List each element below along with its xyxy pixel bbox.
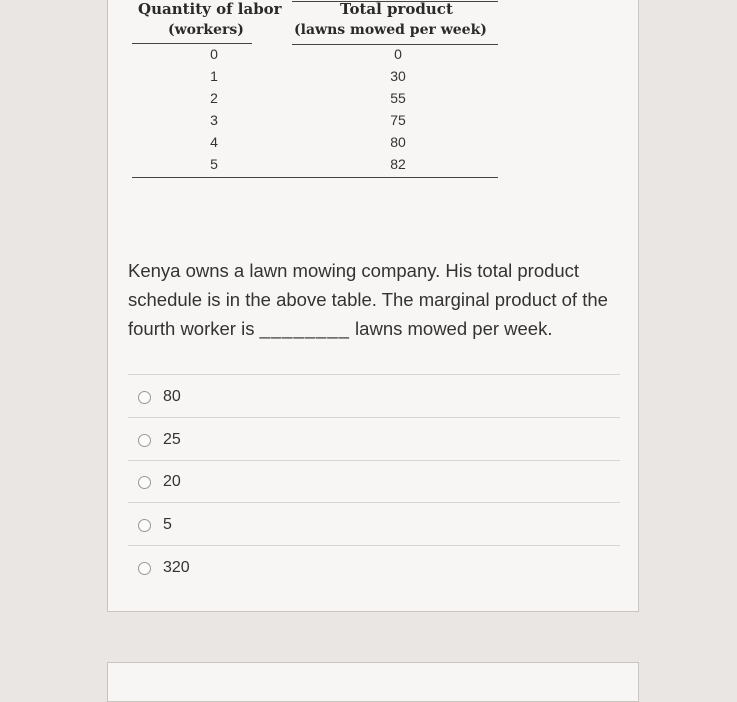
answer-option-20[interactable] — [138, 470, 181, 494]
labor-cell: 0 — [210, 46, 218, 62]
radio-button[interactable] — [138, 519, 151, 532]
divider — [128, 502, 620, 503]
col2-header-line1: Total product — [340, 0, 453, 18]
labor-cell: 1 — [210, 68, 218, 84]
next-question-card — [107, 662, 639, 702]
question-card — [107, 0, 639, 612]
col1-header-line1: Quantity of labor — [138, 0, 282, 18]
answer-option-80[interactable] — [138, 385, 181, 409]
question-text — [128, 256, 628, 343]
radio-button[interactable] — [138, 391, 151, 404]
radio-button[interactable] — [138, 562, 151, 575]
option-label: 5 — [163, 516, 172, 533]
product-cell: 75 — [390, 112, 406, 128]
radio-button[interactable] — [138, 434, 151, 447]
product-cell: 55 — [390, 90, 406, 106]
radio-button[interactable] — [138, 476, 151, 489]
col2-header-line2: (lawns mowed per week) — [294, 22, 487, 38]
answer-option-25[interactable] — [138, 428, 181, 452]
col2-header-rule — [292, 44, 498, 45]
option-label: 80 — [163, 388, 181, 405]
divider — [128, 460, 620, 461]
answer-blank: ________ — [259, 318, 350, 339]
col1-header-rule — [132, 43, 252, 44]
option-label: 320 — [163, 559, 190, 576]
question-text-after: lawns mowed per week. — [349, 318, 553, 339]
table-bottom-rule — [132, 177, 498, 178]
labor-cell: 5 — [210, 156, 218, 172]
option-label: 20 — [163, 473, 181, 490]
product-cell: 0 — [394, 46, 402, 62]
answer-option-5[interactable] — [138, 513, 172, 537]
table-header-row-2 — [132, 22, 498, 42]
product-cell: 82 — [390, 156, 406, 172]
answer-option-320[interactable] — [138, 556, 190, 580]
labor-cell: 2 — [210, 90, 218, 106]
table-header-row-1 — [132, 0, 498, 20]
option-label: 25 — [163, 431, 181, 448]
col1-header-line2: (workers) — [168, 22, 244, 38]
labor-cell: 4 — [210, 134, 218, 150]
header-top-rule — [292, 1, 498, 2]
divider — [128, 545, 620, 546]
divider — [128, 374, 620, 375]
divider — [128, 417, 620, 418]
product-cell: 80 — [390, 134, 406, 150]
question-text-before: Kenya owns a lawn mowing company. His total product schedule is in the above table. The marginal product of the fourth worker is — [128, 260, 608, 339]
product-cell: 30 — [390, 68, 406, 84]
labor-cell: 3 — [210, 112, 218, 128]
